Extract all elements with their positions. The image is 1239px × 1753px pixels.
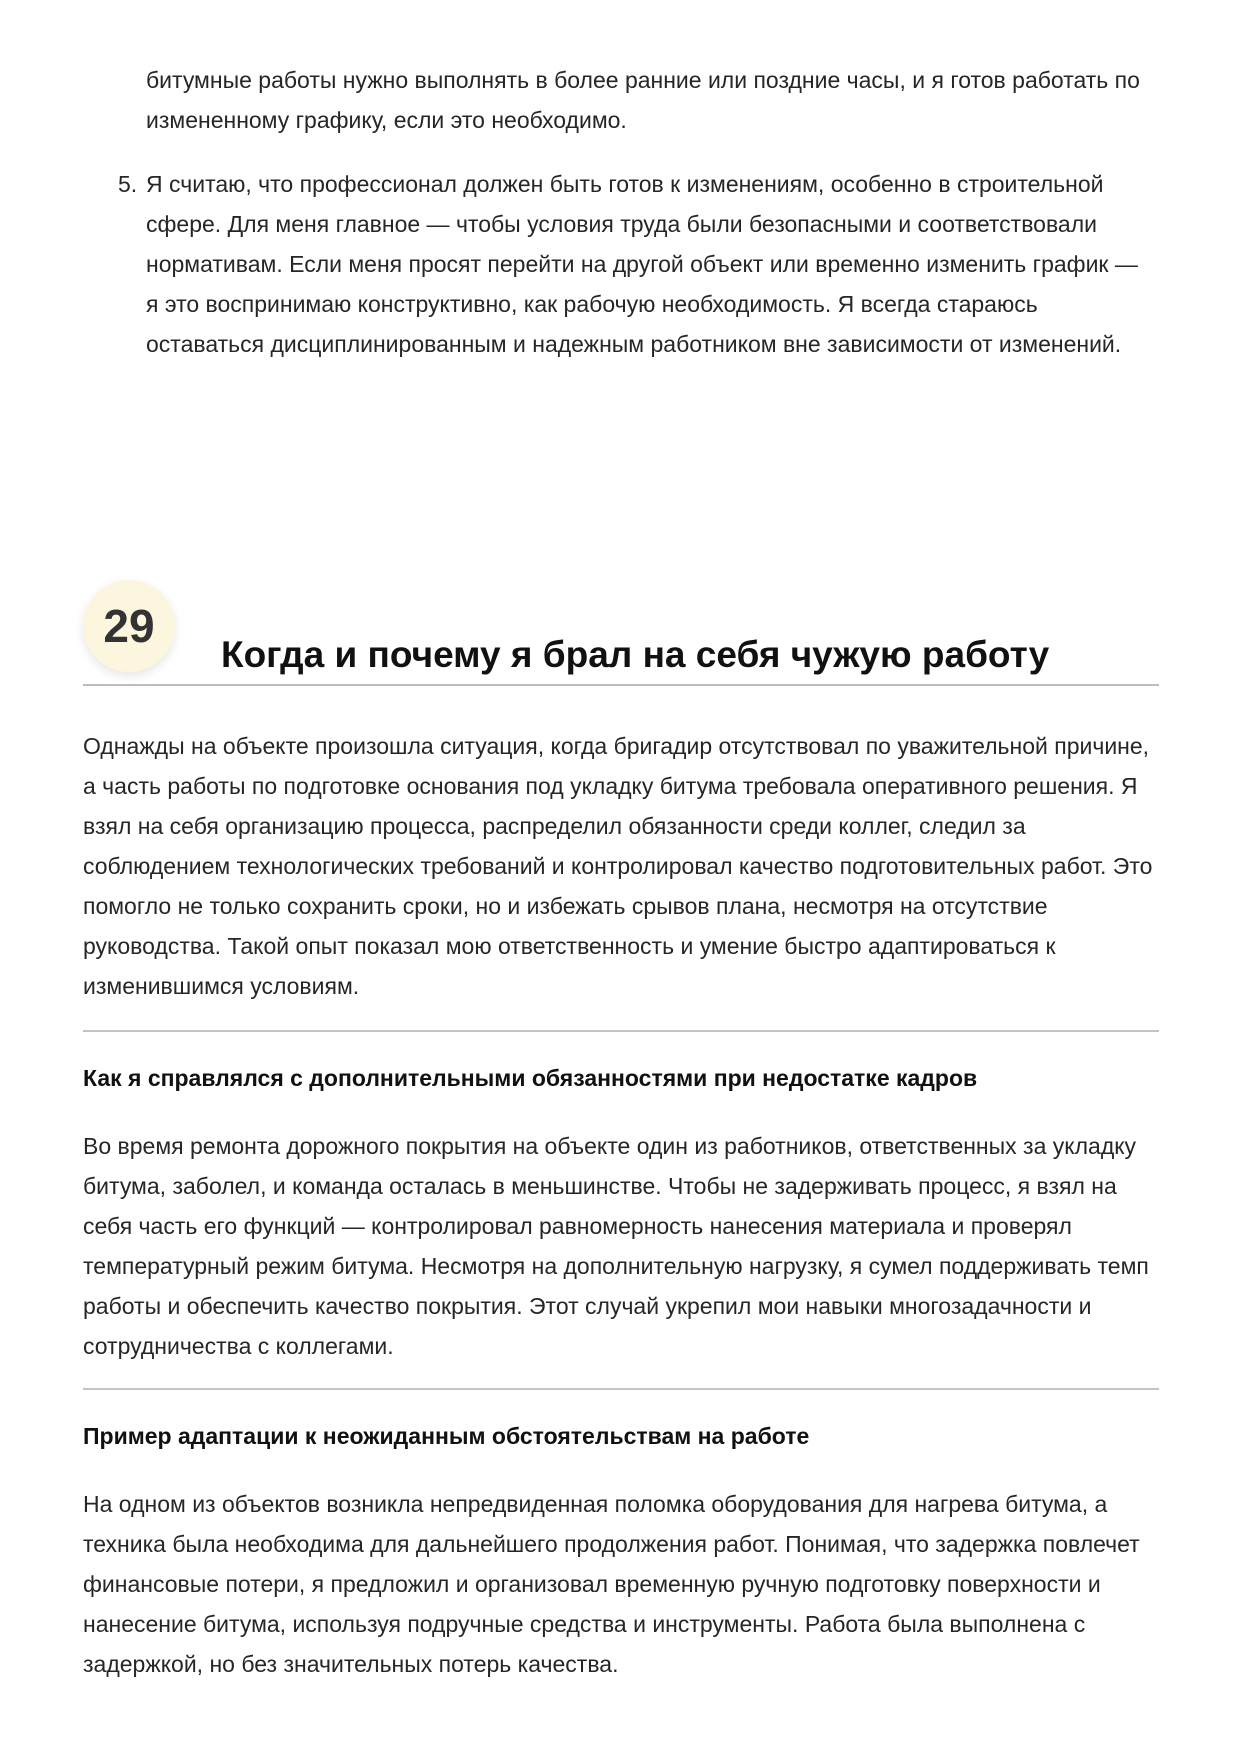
subsection-heading: Как я справлялся с дополнительными обязанностями при недостатке кадров xyxy=(83,1065,978,1091)
section-title: Когда и почему я брал на себя чужую работу xyxy=(221,633,1050,675)
section-intro-paragraph: Однажды на объекте произошла ситуация, когда бригадир отсутствовал по уважительной причине, а часть работы по подготовке основания под укладку битума требовала оперативного решения. Я взял на себя организацию процесса, распределил обязанности среди коллег, следил за соблюдением технологических требований и контролировал качество подготовительных работ. Это помогло не только сохранить сроки, но и избежать срывов плана, несмотря на отсутствие руководства. Такой опыт показал мою ответственность и умение быстро адаптироваться к изменившимся условиям. xyxy=(83,733,1153,999)
subsection-paragraph: Во время ремонта дорожного покрытия на объекте один из работников, ответственных за укладку битума, заболел, и команда осталась в меньшинстве. Чтобы не задерживать процесс, я взял на себя часть его функций — контролировал равномерность нанесения материала и проверял температурный режим битума. Несмотря на дополнительную нагрузку, я сумел поддерживать темп работы и обеспечить качество покрытия. Этот случай укрепил мои навыки многозадачности и сотрудничества с коллегами. xyxy=(83,1133,1149,1359)
subsection-heading: Пример адаптации к неожиданным обстоятельствам на работе xyxy=(83,1423,810,1449)
list-item xyxy=(118,164,1156,364)
divider xyxy=(83,1388,1159,1390)
section-header xyxy=(83,576,1159,686)
list-item-continuation: битумные работы нужно выполнять в более ранние или поздние часы, и я готов работать по измененному графику, если это необходимо. xyxy=(146,67,1140,133)
subsection-paragraph: На одном из объектов возникла непредвиденная поломка оборудования для нагрева битума, а техника была необходима для дальнейшего продолжения работ. Понимая, что задержка повлечет финансовые потери, я предложил и организовал временную ручную подготовку поверхности и нанесение битума, используя подручные средства и инструменты. Работа была выполнена с задержкой, но без значительных потерь качества. xyxy=(83,1491,1140,1677)
list-item-number: 5. xyxy=(118,171,138,197)
section-number-badge: 29 xyxy=(83,580,175,672)
divider xyxy=(83,1030,1159,1032)
list-item-text: Я считаю, что профессионал должен быть готов к изменениям, особенно в строительной сфере. Для меня главное — чтобы условия труда были безопасными и соответствовали нормативам. Если меня просят перейти на другой объект или временно изменить график — я это воспринимаю конструктивно, как рабочую необходимость. Я всегда стараюсь оставаться дисциплинированным и надежным работником вне зависимости от изменений. xyxy=(146,171,1138,357)
